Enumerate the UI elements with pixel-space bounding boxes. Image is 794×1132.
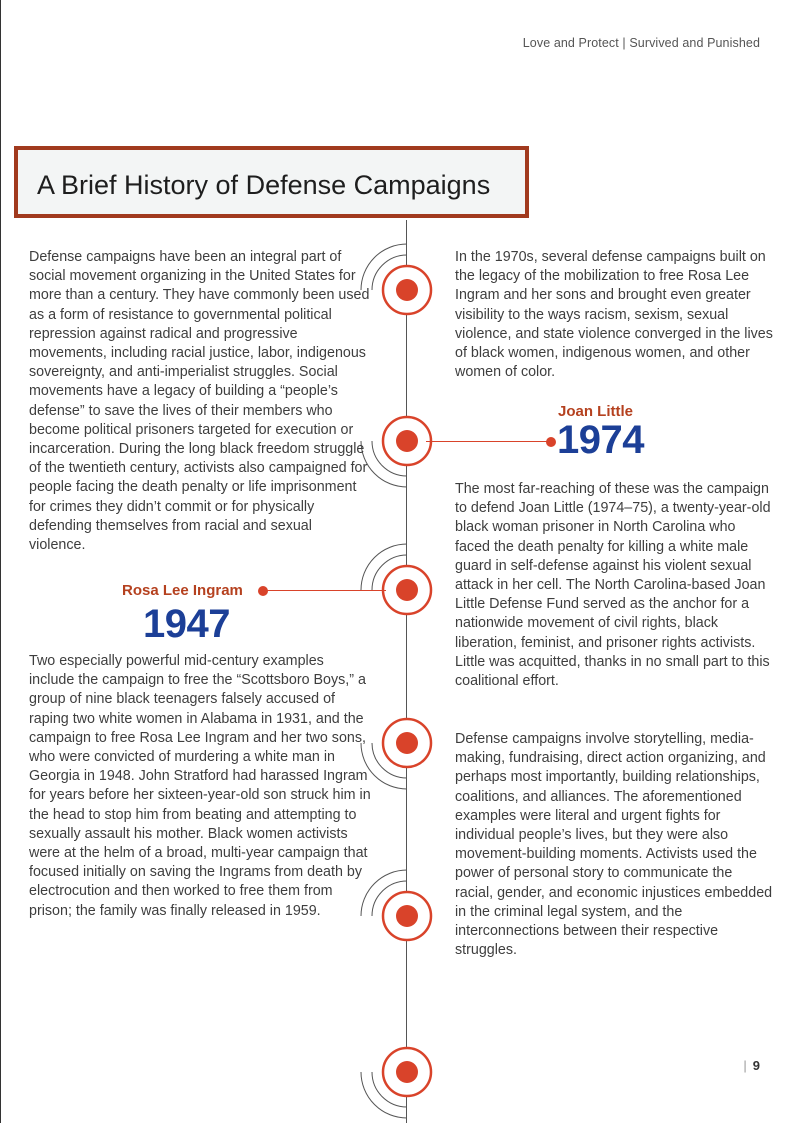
milestone-name-rosa-lee-ingram: Rosa Lee Ingram	[122, 582, 243, 599]
page-edge	[0, 0, 1, 1123]
timeline-node-icon	[347, 1012, 467, 1132]
milestone-name-joan-little: Joan Little	[558, 403, 634, 420]
milestone-dot	[258, 586, 268, 596]
page-number-value: 9	[752, 1058, 760, 1073]
milestone-year-1974: 1974	[557, 418, 644, 462]
right-closing-paragraph: Defense campaigns involve storytelling, media-making, fundraising, direct action organizing, and perhaps most importantly, building relationships, coalitions, and alliances. The aforementioned examples were literal and urgent fights for individual people’s lives, but they were also movement-building moments. Activists used the power of personal story to communicate the racial, gender, and economic injustices embedded in the criminal legal system, and the interconnections between their respective struggles.	[455, 731, 773, 959]
milestone-connector	[264, 590, 386, 591]
milestone-dot	[546, 437, 556, 447]
left-intro-paragraph: Defense campaigns have been an integral part of social movement organizing in the United States for more than a century. They have commonly been used as a form of resistance to governmental political repression against radical and progressive movements, including racial justice, labor, indigenous sovereignty, and anti-imperialist struggles. Social movements have a legacy of building a “people’s defense” to save the lives of their members who become political prisoners targeted for execution or incarceration. During the long black freedom struggle of the twentieth century, activists also campaigned for people facing the death penalty or life imprisonment for crimes they didn’t commit or for physically defending themselves from racial and sexual violence.	[29, 249, 370, 554]
title-box	[14, 146, 529, 218]
running-header: Love and Protect | Survived and Punished	[522, 36, 760, 50]
left-body-paragraph: Two especially powerful mid-century examples include the campaign to free the “Scottsboro Boys,” a group of nine black teenagers falsely accused of raping two white women in Alabama in 1931, and the campaign to free Rosa Lee Ingram and her two sons, who were convicted of murdering a white man in Georgia in 1948. John Stratford had harassed Ingram for years before her sixteen-year-old son struck him in the head to stop him from beating and attempting to sexually assault his mother. Black women activists were at the helm of a broad, multi-year campaign that focused initially on saving the Ingrams from death by electrocution and then worked to free them from prison; the family was finally released in 1959.	[29, 653, 371, 919]
milestone-year-1947: 1947	[143, 602, 230, 646]
page-number: | 9	[743, 1058, 760, 1073]
page-title: A Brief History of Defense Campaigns	[37, 170, 491, 200]
milestone-connector	[426, 441, 552, 442]
right-intro-paragraph: In the 1970s, several defense campaigns built on the legacy of the mobilization to free Rosa Lee Ingram and her sons and brought even greater visibility to the ways racism, sexism, sexual violence, and state violence converged in the lives of black women, indigenous women, and other women of color.	[455, 249, 773, 381]
timeline-line	[406, 220, 407, 1123]
right-body-paragraph: The most far-reaching of these was the campaign to defend Joan Little (1974–75), a twenty-year-old black woman prisoner in North Carolina who faced the death penalty for killing a white male guard in self-defense against his violent sexual attack in her cell. The North Carolina-based Joan Little Defense Fund served as the anchor for a nationwide movement of civil rights, black liberation, feminist, and prisoner rights activists. Little was acquitted, thanks in no small part to this coalitional effort.	[455, 481, 771, 690]
